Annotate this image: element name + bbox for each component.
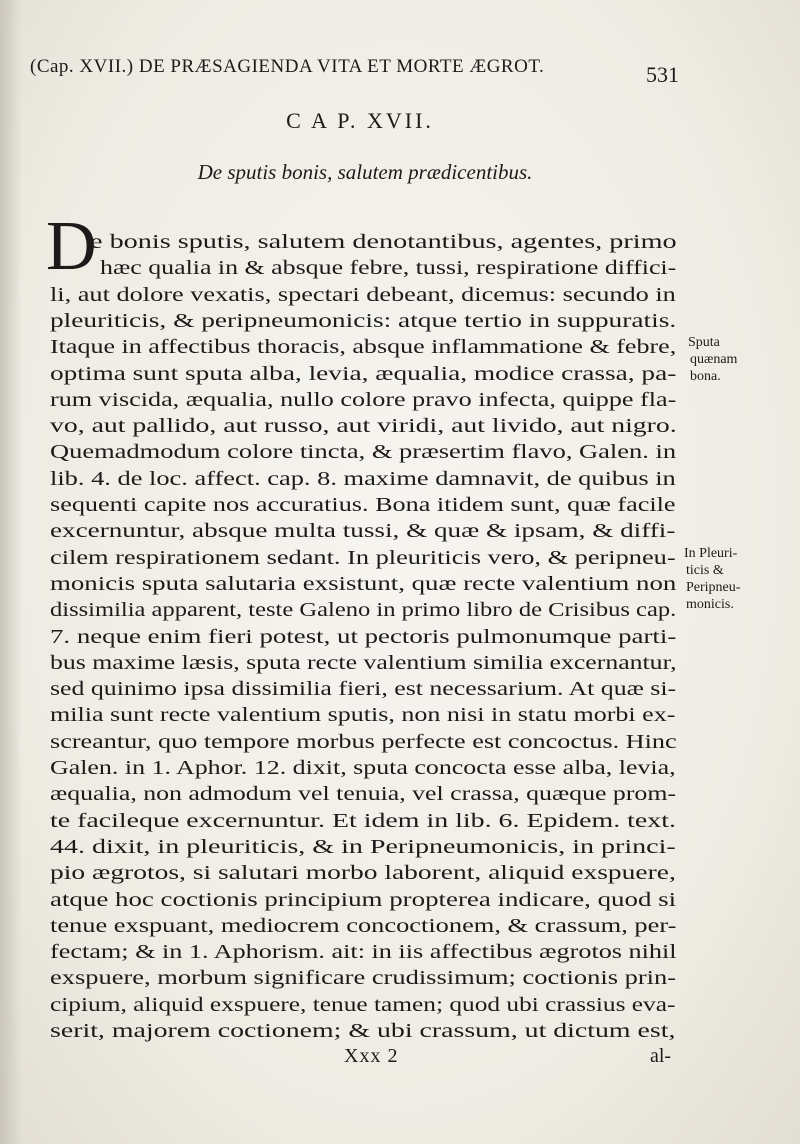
text-line: cilem respirationem sedant. In pleuriticis vero, & peripneu- — [50, 546, 676, 569]
text-line: screantur, quo tempore morbus perfecte est concoctus. Hinc — [50, 730, 677, 753]
text-line: vo, aut pallido, aut russo, aut viridi, aut livido, aut nigro. — [50, 415, 677, 438]
text-line: dissimilia apparent, teste Galeno in primo libro de Crisibus cap. — [50, 599, 677, 622]
margin-note-line: Sputa — [688, 335, 720, 350]
text-line: monicis sputa salutaria exsistunt, quæ recte valentium non — [50, 572, 677, 595]
text-line: pio ægrotos, si salutari morbo laborent, aliquid exspuere, — [50, 862, 676, 885]
text-line: bus maxime læsis, sputa recte valentium similia excernantur, — [50, 651, 677, 674]
text-line: 44. dixit, in pleuriticis, & in Peripneumonicis, in princi- — [50, 835, 676, 858]
text-line: exspuere, morbum significare crudissimum; coctionis prin- — [50, 967, 677, 990]
text-line: optima sunt sputa alba, levia, æqualia, modice crassa, pa- — [50, 362, 677, 385]
margin-note-line: ticis & — [686, 563, 724, 578]
text-line: 7. neque enim fieri potest, ut pectoris pulmonumque parti- — [50, 625, 677, 648]
text-line: milia sunt recte valentium sputis, non nisi in statu morbi ex- — [50, 704, 676, 727]
running-head: (Cap. XVII.) DE PRÆSAGIENDA VITA ET MORTE ÆGROT. — [30, 56, 545, 77]
page-number: 531 — [646, 62, 679, 87]
chapter-subtitle: De sputis bonis, salutem prædicentibus. — [197, 160, 533, 184]
text-line: lib. 4. de loc. affect. cap. 8. maxime damnavit, de quibus in — [50, 467, 676, 490]
catchword: al- — [650, 1045, 672, 1067]
text-line: te facileque excernuntur. Et idem in lib. 6. Epidem. text. — [50, 809, 676, 832]
text-line: li, aut dolore vexatis, spectari debeant, dicemus: secundo in — [50, 283, 676, 306]
text-line: Itaque in affectibus thoracis, absque inflammatione & febre, — [50, 336, 677, 359]
text-line: rum viscida, æqualia, nullo colore pravo infecta, quippe fla- — [50, 388, 677, 411]
text-line: e bonis sputis, salutem denotantibus, agentes, primo — [90, 231, 677, 253]
text-line: fectam; & in 1. Aphorism. ait: in iis affectibus ægrotos nihil — [50, 941, 677, 964]
text-line: sed quinimo ipsa dissimilia fieri, est necessarium. At quæ si- — [50, 678, 677, 701]
text-line: excernuntur, absque multa tussi, & quæ & ipsam, & diffi- — [50, 520, 676, 543]
text-line: Galen. in 1. Aphor. 12. dixit, sputa concocta esse alba, levia, — [50, 757, 676, 779]
margin-note-line: monicis. — [686, 597, 734, 612]
text-line: serit, majorem coctionem; & ubi crassum, ut dictum est, — [50, 1020, 676, 1042]
signature-mark: Xxx 2 — [344, 1045, 399, 1067]
text-line: pleuriticis, & peripneumonicis: atque tertio in suppuratis. — [50, 309, 677, 332]
text-line: Quemadmodum colore tincta, & præsertim flavo, Galen. in — [50, 441, 677, 464]
chapter-title: C A P. XVII. — [286, 108, 434, 133]
text-line: atque hoc coctionis principium propterea indicare, quod si — [50, 888, 677, 911]
text-line: æqualia, non admodum vel tenuia, vel crassa, quæque prom- — [50, 783, 677, 806]
margin-note-line: bona. — [690, 369, 721, 384]
text-line: tenue exspuant, mediocrem concoctionem, & crassum, per- — [50, 914, 677, 937]
text-line: cipium, aliquid exspuere, tenue tamen; quod ubi crassius eva- — [50, 993, 676, 1016]
margin-note-line: Peripneu- — [686, 580, 741, 595]
margin-note-line: In Pleuri- — [684, 546, 738, 561]
drop-cap: D — [46, 208, 97, 285]
text-line: sequenti capite nos accuratius. Bona itidem sunt, quæ facile — [50, 494, 676, 516]
margin-note-line: quænam — [690, 352, 738, 367]
text-line: hæc qualia in & absque febre, tussi, respiratione diffici- — [100, 257, 677, 280]
